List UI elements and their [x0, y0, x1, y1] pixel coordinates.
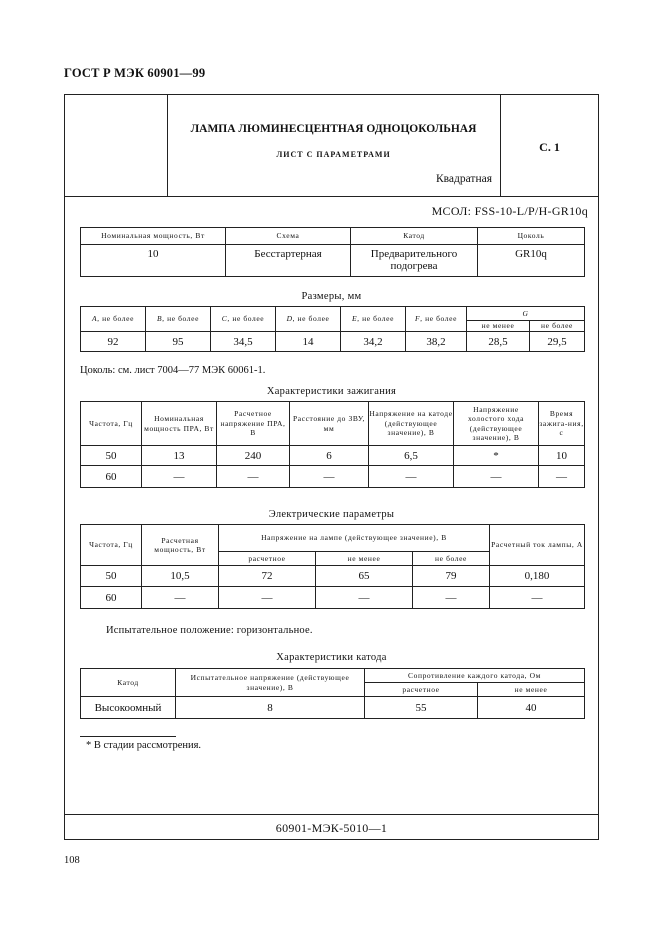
value-power: 10 — [81, 245, 226, 277]
header-base: Цоколь — [478, 228, 585, 245]
ign-row-50 — [81, 446, 585, 466]
el-header-current: Расчетный ток лампы, А — [490, 525, 585, 566]
document-id: ГОСТ Р МЭК 60901—99 — [64, 66, 206, 80]
lamp-shape: Квадратная — [435, 173, 492, 185]
el-cell: — — [142, 587, 219, 609]
ign-cell: — — [142, 466, 217, 488]
ign-header-ballast-voltage: Расчетное напряжение ПРА, В — [217, 402, 290, 446]
base-note: Цоколь: см. лист 7004—77 МЭК 60061-1. — [80, 365, 266, 376]
main-params-table — [80, 227, 585, 277]
footer-divider — [65, 814, 598, 815]
ign-header-cathode-voltage: Напряжение на катоде (действующее значение), В — [369, 402, 454, 446]
header-title-cell — [167, 95, 501, 196]
dim-header-f: F, не более — [406, 307, 467, 332]
ign-cell: — — [454, 466, 539, 488]
dim-header-e: E, не более — [341, 307, 406, 332]
dim-value-b: 95 — [146, 332, 211, 352]
dim-value-c: 34,5 — [211, 332, 276, 352]
value-cathode: Предварительного подогрева — [351, 245, 478, 277]
header-circuit: Схема — [226, 228, 351, 245]
footnote-rule — [80, 736, 176, 737]
dim-header-d: D, не более — [276, 307, 341, 332]
header-sheet-cell — [501, 95, 598, 196]
test-position: Испытательное положение: горизонтальное. — [106, 625, 313, 636]
sheet-header — [65, 95, 598, 197]
el-cell: — — [219, 587, 316, 609]
el-header-freq: Частота, Гц — [81, 525, 142, 566]
ign-header-freq: Частота, Гц — [81, 402, 142, 446]
dimensions-caption: Размеры, мм — [301, 291, 362, 302]
dim-header-c: C, не более — [211, 307, 276, 332]
ign-cell: 10 — [539, 446, 585, 466]
footnote: * В стадии рассмотрения. — [86, 740, 202, 751]
ign-cell: 13 — [142, 446, 217, 466]
cath-sub-rated: расчетное — [365, 683, 478, 697]
el-cell: — — [316, 587, 413, 609]
dim-value-e: 34,2 — [341, 332, 406, 352]
el-header-power: Расчетная мощность, Вт — [142, 525, 219, 566]
ign-cell: — — [290, 466, 369, 488]
cathode-caption: Характеристики катода — [276, 652, 387, 663]
el-cell: 79 — [413, 566, 490, 587]
lamp-designation: МСОЛ: FSS-10-L/P/H-GR10q — [431, 204, 588, 218]
electrical-table — [80, 524, 585, 609]
cath-value-min: 40 — [478, 697, 585, 719]
dim-header-b: B, не более — [146, 307, 211, 332]
dim-header-g-max: не более — [530, 321, 585, 332]
ign-cell: 6 — [290, 446, 369, 466]
ign-header-time: Время зажига-ния, с — [539, 402, 585, 446]
header-left-cell — [65, 95, 168, 196]
dim-value-g-max: 29,5 — [530, 332, 585, 352]
ign-header-ballast-power: Номинальная мощность ПРА, Вт — [142, 402, 217, 446]
page-number: 108 — [64, 855, 80, 866]
dim-value-f: 38,2 — [406, 332, 467, 352]
dim-value-a: 92 — [81, 332, 146, 352]
ign-row-60 — [81, 466, 585, 488]
el-header-voltage: Напряжение на лампе (действующее значение), В — [219, 525, 490, 552]
el-sub-min: не менее — [316, 552, 413, 566]
cath-header-type: Катод — [81, 669, 176, 697]
ign-cell: — — [217, 466, 290, 488]
el-sub-max: не более — [413, 552, 490, 566]
ign-header-open-voltage: Напряжение холостого хода (действующее значение), В — [454, 402, 539, 446]
el-cell: 0,180 — [490, 566, 585, 587]
dim-value-d: 14 — [276, 332, 341, 352]
cath-header-resistance: Сопротивление каждого катода, Ом — [365, 669, 585, 683]
lamp-title: ЛАМПА ЛЮМИНЕСЦЕНТНАЯ ОДНОЦОКОЛЬНАЯ — [190, 123, 477, 135]
ign-cell: * — [454, 446, 539, 466]
el-cell: — — [490, 587, 585, 609]
ign-cell: — — [369, 466, 454, 488]
el-cell: 50 — [81, 566, 142, 587]
el-sub-rated: расчетное — [219, 552, 316, 566]
ign-cell: 240 — [217, 446, 290, 466]
el-cell: 65 — [316, 566, 413, 587]
value-base: GR10q — [478, 245, 585, 277]
cath-value-rated: 55 — [365, 697, 478, 719]
footer-code: 60901-МЭК-5010—1 — [275, 821, 388, 835]
sheet-subtitle: ЛИСТ С ПАРАМЕТРАМИ — [276, 150, 391, 159]
ign-cell: 60 — [81, 466, 142, 488]
dim-value-g-min: 28,5 — [467, 332, 530, 352]
ign-cell: 50 — [81, 446, 142, 466]
ign-header-distance: Расстояние до ЗВУ, мм — [290, 402, 369, 446]
header-cathode: Катод — [351, 228, 478, 245]
dim-header-g-min: не менее — [467, 321, 530, 332]
dimensions-table — [80, 306, 585, 352]
ignition-table — [80, 401, 585, 488]
value-circuit: Бесстартерная — [226, 245, 351, 277]
electrical-caption: Электрические параметры — [268, 509, 395, 520]
el-row-50 — [81, 566, 585, 587]
el-cell: — — [413, 587, 490, 609]
cath-sub-min: не менее — [478, 683, 585, 697]
el-cell: 60 — [81, 587, 142, 609]
cath-value-type: Высокоомный — [81, 697, 176, 719]
sheet-number: С. 1 — [539, 140, 560, 154]
el-cell: 72 — [219, 566, 316, 587]
dim-header-a: A, не более — [81, 307, 146, 332]
cathode-table — [80, 668, 585, 719]
cath-value-test-voltage: 8 — [176, 697, 365, 719]
header-power: Номинальная мощность, Вт — [81, 228, 226, 245]
sheet-frame — [64, 94, 599, 840]
ign-cell: — — [539, 466, 585, 488]
el-row-60 — [81, 587, 585, 609]
dim-header-g: G — [467, 307, 585, 321]
ign-cell: 6,5 — [369, 446, 454, 466]
ignition-caption: Характеристики зажигания — [266, 386, 397, 397]
cath-header-test-voltage: Испытательное напряжение (действующее значение), В — [176, 669, 365, 697]
el-cell: 10,5 — [142, 566, 219, 587]
